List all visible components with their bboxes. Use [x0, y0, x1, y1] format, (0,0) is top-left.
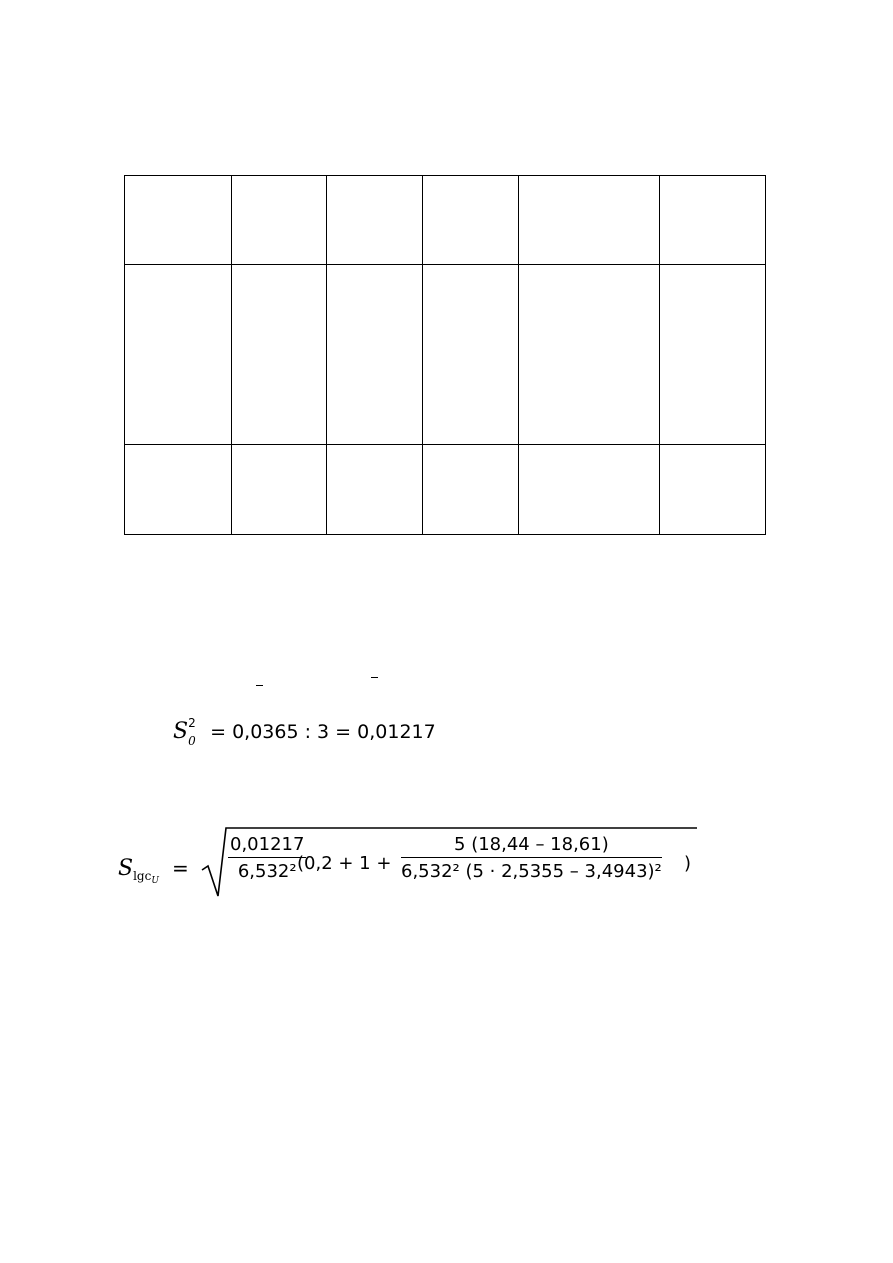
table-cell	[125, 265, 232, 445]
outer-fraction	[228, 834, 306, 882]
subscript-text: lgc	[133, 869, 152, 883]
outer-denominator: 6,532²	[237, 861, 297, 882]
formula-subscript	[133, 869, 159, 886]
table-cell	[423, 445, 519, 535]
table-cell	[423, 265, 519, 445]
formula-subscript: 0	[188, 733, 196, 748]
table-cell	[232, 265, 327, 445]
table-row	[125, 176, 766, 265]
table-cell	[327, 176, 423, 265]
middle-terms: (0,2 + 1 +	[297, 853, 392, 874]
table-cell	[125, 445, 232, 535]
formula-symbol: S	[118, 856, 134, 881]
table-cell	[232, 176, 327, 265]
formula-indices	[188, 715, 198, 748]
table-cell	[519, 445, 660, 535]
table-cell	[519, 265, 660, 445]
table-row	[125, 445, 766, 535]
formula-superscript: 2	[188, 715, 196, 730]
table-cell	[327, 265, 423, 445]
table-cell	[423, 176, 519, 265]
table-cell	[125, 176, 232, 265]
square-root	[200, 826, 700, 898]
inner-denominator: 6,532² (5 · 2,5355 – 3,4943)²	[401, 861, 662, 882]
closing-paren: )	[684, 853, 692, 874]
formula-lhs	[118, 856, 189, 886]
equals-sign: =	[172, 856, 189, 880]
inner-fraction	[401, 834, 662, 882]
inner-numerator: 5 (18,44 – 18,61)	[401, 834, 662, 858]
overbar-mark	[371, 677, 378, 678]
overbar-mark	[256, 685, 263, 686]
std-deviation-formula	[118, 826, 718, 906]
table-row	[125, 265, 766, 445]
subscript-sub: U	[151, 876, 159, 886]
table-cell	[232, 445, 327, 535]
outer-numerator: 0,01217	[228, 834, 306, 858]
formula-symbol: S	[173, 719, 189, 744]
table-cell	[660, 176, 766, 265]
table-cell	[519, 176, 660, 265]
table-cell	[327, 445, 423, 535]
table-cell	[660, 265, 766, 445]
table-cell	[660, 445, 766, 535]
variance-formula	[173, 715, 436, 748]
data-table	[124, 175, 766, 535]
formula-expression: = 0,0365 : 3 = 0,01217	[210, 721, 436, 743]
